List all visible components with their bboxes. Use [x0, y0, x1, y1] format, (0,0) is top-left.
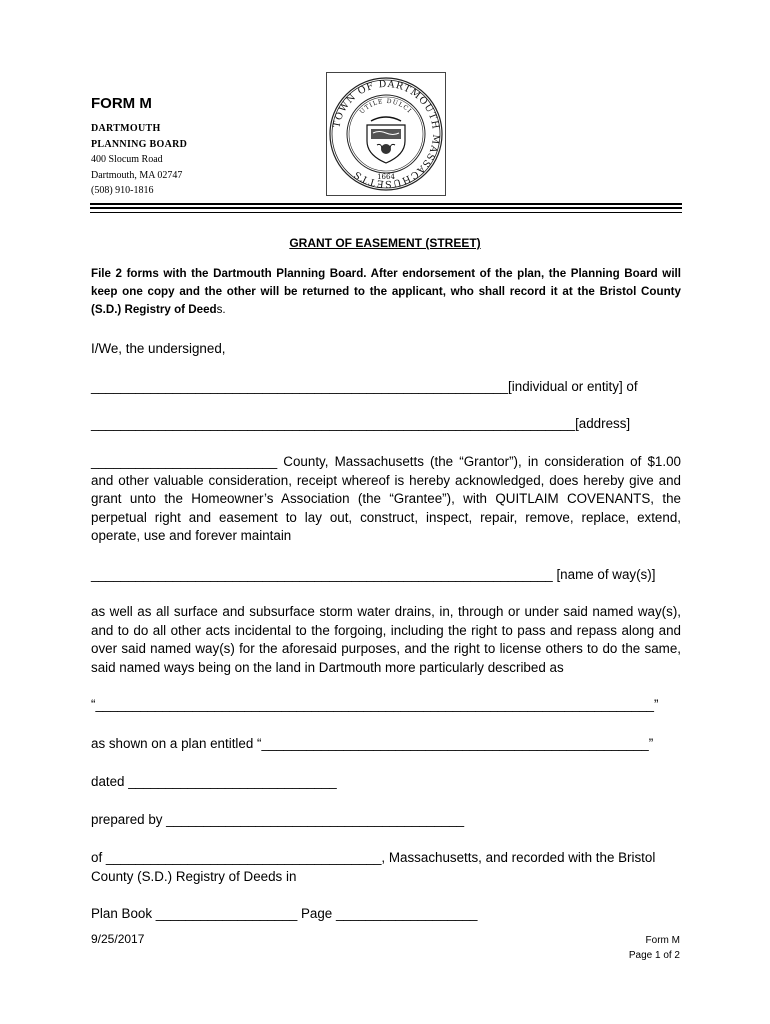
intro-line: I/We, the undersigned,: [91, 341, 226, 356]
of-line[interactable]: of _____________________________________, Massachusetts, and recorded with the Bristol: [91, 850, 656, 865]
org-line-2: PLANNING BOARD: [91, 138, 188, 150]
seal-motto: UTILE DULCI: [358, 97, 413, 116]
street-address: 400 Slocum Road: [91, 154, 163, 165]
footer-form: Form M: [645, 935, 680, 946]
filing-instructions: [91, 265, 681, 319]
prepared-by-line[interactable]: prepared by ________________________________________: [91, 812, 465, 827]
footer-page: Page 1 of 2: [628, 950, 680, 961]
form-label: FORM M: [91, 95, 152, 112]
drains-paragraph: as well as all surface and subsurface storm water drains, in, through or under said named way(s), and to do all other acts incidental to the forgoing, including the right to pass and repass along and over said named way(s) for the aforesaid purposes, and the right to license others to do the same, said named ways being on the land in Dartmouth more particularly described as: [91, 604, 681, 675]
address-line[interactable]: _________________________________________________________________[address]: [91, 416, 631, 431]
city-address: Dartmouth, MA 02747: [91, 169, 183, 181]
grantor-line[interactable]: ________________________________________________________[individual or entity] of: [91, 379, 638, 394]
org-line-1: DARTMOUTH: [91, 123, 161, 134]
plan-book-line[interactable]: Plan Book ___________________ Page ___________________: [91, 906, 478, 921]
town-seal: [326, 72, 446, 196]
dated-line[interactable]: dated ____________________________: [91, 774, 337, 789]
footer-form-info: [629, 933, 680, 963]
shield-icon: [367, 117, 405, 163]
county-paragraph: _________________________ County, Massachusetts (the “Grantor”), in consideration of $1.00 and other valuable consideration, receipt whereof is hereby acknowledged, does hereby give and grant unto the Homeowner’s Association (the “Grantee”), with QUITLAIM COVENANTS, the perpetual right and easement to lay out, construct, inspect, repair, remove, replace, extend, operate, use and forever maintain: [91, 454, 681, 543]
instructions-tail: s.: [216, 303, 226, 316]
description-line[interactable]: “___________________________________________________________________________”: [91, 697, 659, 712]
instructions-main: File 2 forms with the Dartmouth Planning Board. After endorsement of the plan, the Planning Board will keep one copy and the other will be returned to the applicant, who shall record it at the Bristol County (S.D.) Registry of Deed: [91, 267, 681, 316]
planning-board-address: [91, 121, 187, 199]
phone-number: (508) 910-1816: [91, 185, 154, 196]
way-name-line[interactable]: ______________________________________________________________ [name of way(s)]: [91, 567, 656, 582]
plan-title-line[interactable]: as shown on a plan entitled “____________________________________________________”: [91, 736, 654, 751]
seal-outer-text: TOWN OF DARTMOUTH MASSACHUSETTS: [331, 78, 442, 190]
header-divider: [90, 203, 682, 213]
document-title: GRANT OF EASEMENT (STREET): [289, 236, 481, 250]
registry-line: County (S.D.) Registry of Deeds in: [91, 869, 297, 884]
seal-year: 1664: [377, 173, 395, 181]
footer-date: 9/25/2017: [91, 932, 145, 946]
